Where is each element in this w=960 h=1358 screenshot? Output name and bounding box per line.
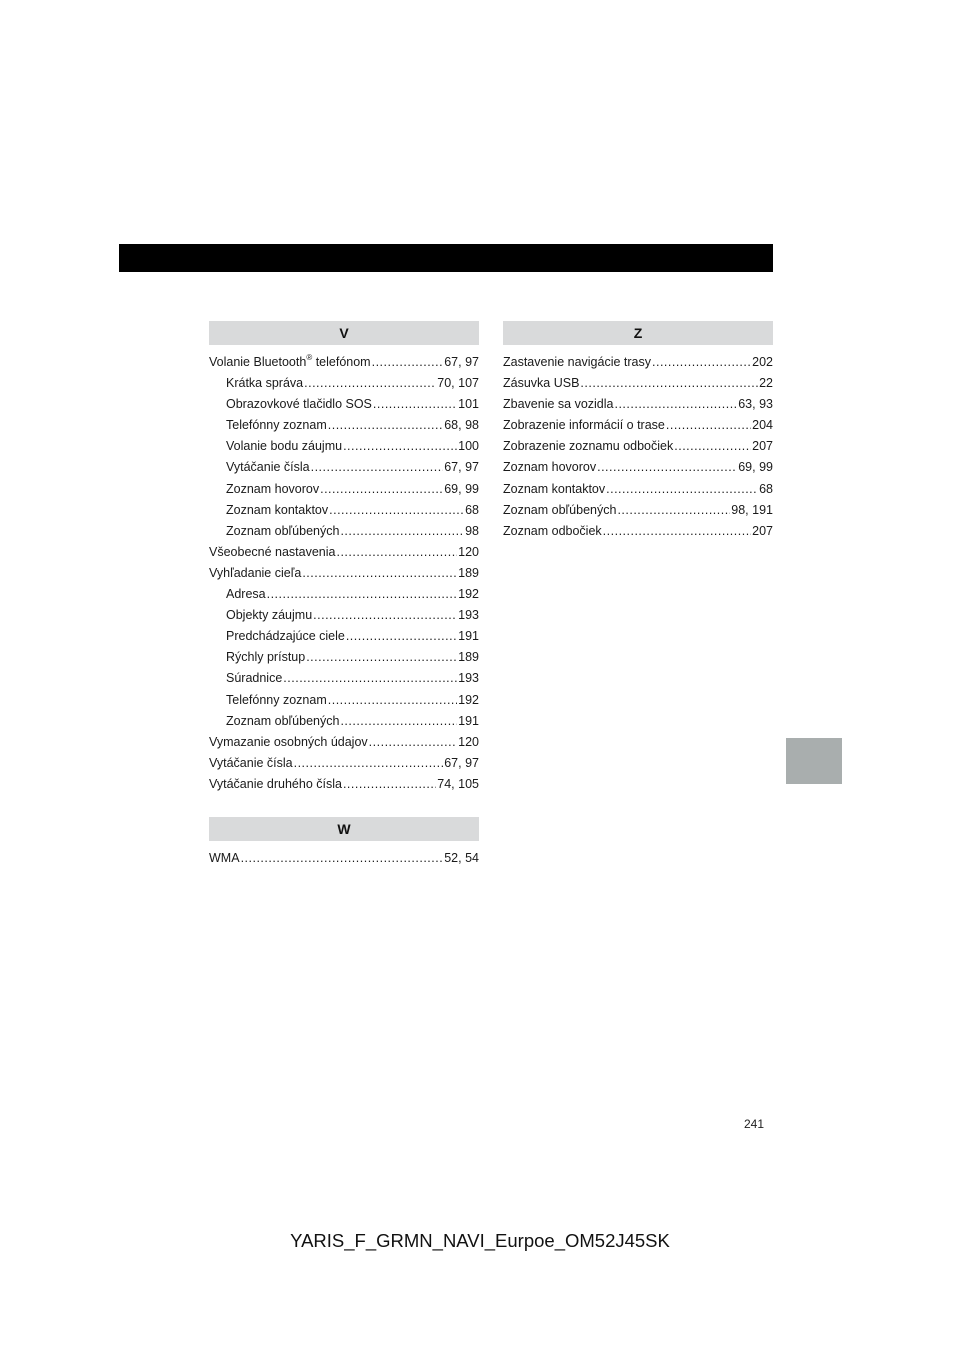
entry-term xyxy=(503,521,602,542)
entry-term-text: Všeobecné nastavenia xyxy=(209,544,336,559)
entry-term-text: Volanie bodu záujmu xyxy=(226,439,343,454)
entry-term-text: Predchádzajúce ciele xyxy=(226,629,345,644)
index-subentry xyxy=(209,626,479,647)
dot-leader xyxy=(652,352,751,373)
dot-leader xyxy=(340,711,457,732)
entry-term-text: Zoznam odbočiek xyxy=(503,523,602,538)
entry-term xyxy=(503,394,613,415)
registered-mark: ® xyxy=(306,352,313,362)
entry-term xyxy=(503,479,605,500)
dot-leader xyxy=(320,479,443,500)
dot-leader xyxy=(580,373,758,394)
entry-page-refs: 204 xyxy=(752,418,773,433)
entry-page-refs: 191 xyxy=(458,629,479,644)
index-entry xyxy=(209,352,479,373)
dot-leader xyxy=(306,647,457,668)
entry-term-text: Telefónny zoznam xyxy=(226,692,327,707)
dot-leader xyxy=(329,500,464,521)
entry-term xyxy=(226,394,372,415)
entry-term-text: Vytáčanie čísla xyxy=(209,755,293,770)
entry-page-refs: 98 xyxy=(465,523,479,538)
entry-term-text: Telefónny zoznam xyxy=(226,418,327,433)
dot-leader xyxy=(283,668,457,689)
dot-leader xyxy=(328,690,457,711)
index-entry xyxy=(503,352,773,373)
index-entry xyxy=(209,848,479,869)
entry-term xyxy=(209,352,371,373)
entry-term xyxy=(226,373,303,394)
index-subentry xyxy=(209,605,479,626)
entry-term xyxy=(226,415,327,436)
index-subentry xyxy=(209,457,479,478)
index-entry xyxy=(503,500,773,521)
entry-term xyxy=(503,415,665,436)
entry-page-refs: 22 xyxy=(759,376,773,391)
entry-page-refs: 207 xyxy=(752,439,773,454)
entry-term xyxy=(226,605,312,626)
dot-leader xyxy=(666,415,751,436)
entry-term xyxy=(226,457,310,478)
entry-page-refs: 67, 97 xyxy=(444,755,479,770)
index-entry xyxy=(209,753,479,774)
index-subentry xyxy=(209,394,479,415)
entry-term-text: Zbavenie sa vozidla xyxy=(503,397,614,412)
entry-page-refs: 68, 98 xyxy=(444,418,479,433)
entry-page-refs: 101 xyxy=(458,397,479,412)
entry-term xyxy=(209,753,293,774)
entry-term-text: Súradnice xyxy=(226,671,283,686)
index-entry xyxy=(209,542,479,563)
index-entry xyxy=(209,732,479,753)
index-subentry xyxy=(209,711,479,732)
entry-term-text: Vytáčanie čísla xyxy=(226,460,310,475)
page-number: 241 xyxy=(744,1117,765,1131)
entry-term-text: Volanie Bluetooth xyxy=(209,355,307,369)
entry-term xyxy=(226,690,327,711)
dot-leader xyxy=(313,605,457,626)
entry-term-text: WMA xyxy=(209,850,240,865)
dot-leader xyxy=(343,436,457,457)
dot-leader xyxy=(340,521,464,542)
entry-term-text: Zoznam obľúbených xyxy=(503,502,617,517)
entry-page-refs: 52, 54 xyxy=(444,850,479,865)
entry-term xyxy=(226,436,342,457)
entry-term-text: Obrazovkové tlačidlo SOS xyxy=(226,397,372,412)
index-entry xyxy=(503,373,773,394)
dot-leader xyxy=(617,500,730,521)
entry-term-text: Zobrazenie informácií o trase xyxy=(503,418,665,433)
entry-page-refs: 120 xyxy=(458,544,479,559)
dot-leader xyxy=(597,457,737,478)
index-subentry xyxy=(209,415,479,436)
entry-term xyxy=(503,436,673,457)
index-subentry xyxy=(209,500,479,521)
entry-page-refs: 192 xyxy=(458,692,479,707)
entry-page-refs: 67, 97 xyxy=(444,460,479,475)
entry-term-text: Zoznam hovorov xyxy=(503,460,597,475)
entry-term xyxy=(209,732,368,753)
entry-term-text: Zoznam kontaktov xyxy=(226,502,329,517)
entry-term-text: Zastavenie navigácie trasy xyxy=(503,355,651,369)
entry-page-refs: 69, 99 xyxy=(444,481,479,496)
entry-page-refs: 193 xyxy=(458,671,479,686)
index-entry xyxy=(503,457,773,478)
entry-term xyxy=(226,647,305,668)
index-entry xyxy=(503,436,773,457)
entry-page-refs: 191 xyxy=(458,713,479,728)
entry-term xyxy=(503,352,651,373)
dot-leader xyxy=(328,415,443,436)
section-letter-header: W xyxy=(209,817,479,841)
index-subentry xyxy=(209,690,479,711)
entry-page-refs: 189 xyxy=(458,650,479,665)
entry-term xyxy=(209,563,301,584)
entry-page-refs: 63, 93 xyxy=(738,397,773,412)
index-subentry xyxy=(209,479,479,500)
entry-page-refs: 202 xyxy=(752,355,773,369)
entry-page-refs: 68 xyxy=(465,502,479,517)
section-letter-header: Z xyxy=(503,321,773,345)
entry-page-refs: 67, 97 xyxy=(444,355,479,369)
entry-page-refs: 207 xyxy=(752,523,773,538)
index-entry xyxy=(503,415,773,436)
entry-term xyxy=(209,848,240,869)
entry-page-refs: 98, 191 xyxy=(731,502,773,517)
dot-leader xyxy=(304,373,436,394)
index-entry xyxy=(503,479,773,500)
entry-term xyxy=(209,542,335,563)
index-column-right xyxy=(503,321,773,542)
index-subentry xyxy=(209,584,479,605)
entry-term-text: Zoznam hovorov xyxy=(226,481,320,496)
dot-leader xyxy=(336,542,457,563)
entry-term-text: Zoznam obľúbených xyxy=(226,523,340,538)
entry-page-refs: 100 xyxy=(458,439,479,454)
entry-term xyxy=(226,479,319,500)
index-subentry xyxy=(209,521,479,542)
entry-term xyxy=(503,457,596,478)
entry-page-refs: 68 xyxy=(759,481,773,496)
entry-term-text: Rýchly prístup xyxy=(226,650,306,665)
index-subentry xyxy=(209,373,479,394)
dot-leader xyxy=(603,521,751,542)
dot-leader xyxy=(343,774,436,795)
entry-page-refs: 69, 99 xyxy=(738,460,773,475)
entry-term xyxy=(503,500,616,521)
entry-page-refs: 70, 107 xyxy=(437,376,479,391)
entry-term xyxy=(209,774,342,795)
entry-term xyxy=(226,626,345,647)
entry-term-text: Adresa xyxy=(226,587,266,602)
entry-page-refs: 120 xyxy=(458,734,479,749)
entry-term xyxy=(226,584,266,605)
entry-term xyxy=(226,711,339,732)
entry-term xyxy=(226,500,328,521)
document-code: YARIS_F_GRMN_NAVI_Eurpoe_OM52J45SK xyxy=(290,1230,670,1251)
entry-term xyxy=(226,521,339,542)
entry-term-text: Vymazanie osobných údajov xyxy=(209,734,368,749)
index-column-left xyxy=(209,321,479,869)
dot-leader xyxy=(346,626,457,647)
section-letter-header: V xyxy=(209,321,479,345)
entry-page-refs: 193 xyxy=(458,608,479,623)
dot-leader xyxy=(372,352,444,373)
entry-term-text: Vyhľadanie cieľa xyxy=(209,565,302,580)
entry-page-refs: 74, 105 xyxy=(437,776,479,791)
top-header-bar xyxy=(119,244,773,272)
entry-term xyxy=(226,668,282,689)
entry-term-text: Zoznam obľúbených xyxy=(226,713,340,728)
entry-term-text: Objekty záujmu xyxy=(226,608,313,623)
entry-term-text: Krátka správa xyxy=(226,376,304,391)
dot-leader xyxy=(369,732,457,753)
dot-leader xyxy=(267,584,458,605)
entry-term-text: Zobrazenie zoznamu odbočiek xyxy=(503,439,674,454)
index-subentry xyxy=(209,436,479,457)
dot-leader xyxy=(241,848,444,869)
entry-term-text-cont: telefónom xyxy=(312,355,371,369)
dot-leader xyxy=(674,436,751,457)
index-entry xyxy=(503,394,773,415)
index-subentry xyxy=(209,668,479,689)
dot-leader xyxy=(302,563,457,584)
dot-leader xyxy=(311,457,444,478)
dot-leader xyxy=(373,394,457,415)
index-entry xyxy=(209,774,479,795)
entry-page-refs: 192 xyxy=(458,587,479,602)
dot-leader xyxy=(614,394,737,415)
index-subentry xyxy=(209,647,479,668)
entry-term-text: Vytáčanie druhého čísla xyxy=(209,776,342,791)
entry-term xyxy=(503,373,579,394)
entry-page-refs: 189 xyxy=(458,565,479,580)
index-entry xyxy=(503,521,773,542)
index-entry xyxy=(209,563,479,584)
dot-leader xyxy=(294,753,444,774)
dot-leader xyxy=(606,479,758,500)
chapter-side-tab xyxy=(786,738,842,784)
entry-term-text: Zoznam kontaktov xyxy=(503,481,606,496)
entry-term-text: Zásuvka USB xyxy=(503,376,580,391)
section-spacer xyxy=(209,795,479,817)
